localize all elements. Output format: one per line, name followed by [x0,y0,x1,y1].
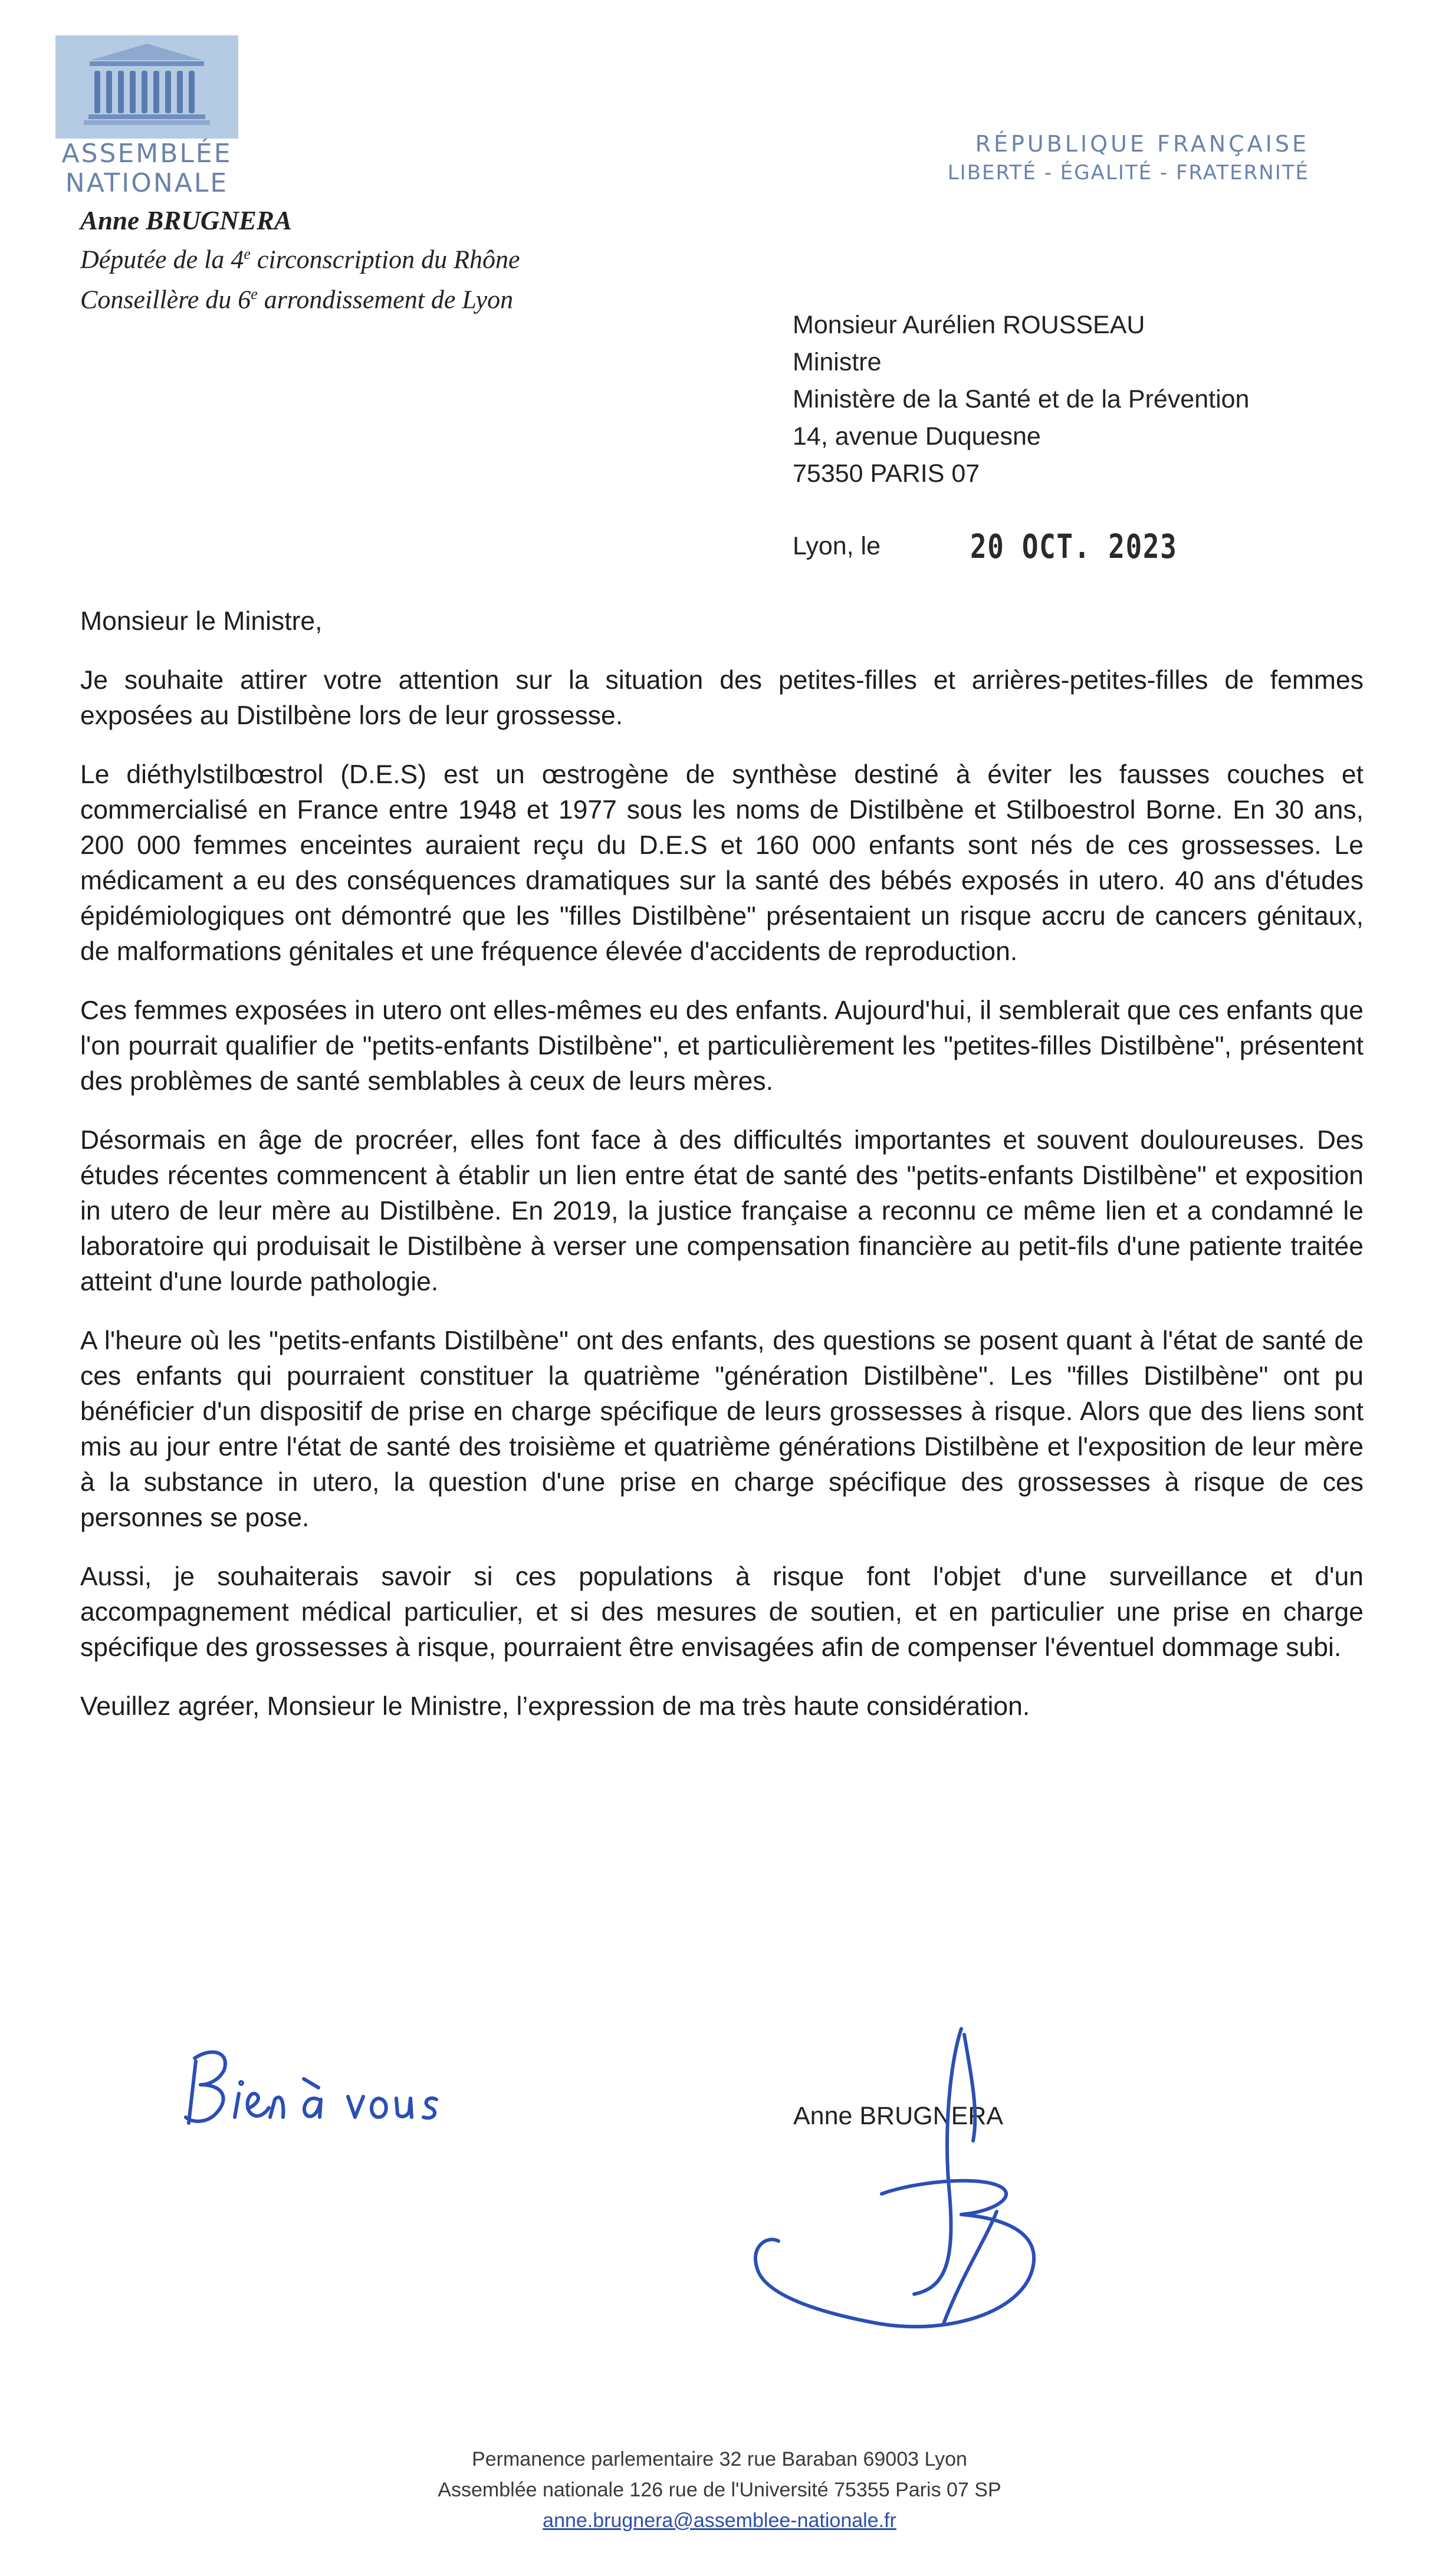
sender-title-1-prefix: Députée de la 4 [80,245,244,274]
footer-email-link[interactable]: anne.brugnera@assemblee-nationale.fr [543,2509,896,2532]
recipient-line-2: Ministre [793,348,882,376]
recipient-line-5: 75350 PARIS 07 [793,459,980,488]
hemicycle-emblem-icon [55,35,238,139]
paragraph-1: Je souhaite attirer votre attention sur la situation des petites-filles et arrières-petites-filles de femmes exposées au Distilbène lors de leur grossesse. [80,666,1364,730]
sender-title-1 [80,237,520,277]
paragraph-4: Désormais en âge de procréer, elles font face à des difficultés importantes et souvent douloureuses. Des études récentes commencent à établir un lien entre état de santé des "petits-enfants Distilbène" et exposition in utero de leur mère au Distilbène. En 2019, la justice française a reconnu ce même lien et a condamné le laboratoire qui produisait le Distilbène à verser une compensation financière au petit-fils d'une patiente traitée atteint d'une lourde pathologie. [80,1126,1364,1296]
salutation: Monsieur le Ministre, [80,607,323,636]
paragraph-5: A l'heure où les "petits-enfants Distilbène" ont des enfants, des questions se posent quant à l'état de santé de ces enfants qui pourraient constituer la quatrième "génération Distilbène". Les "filles Distilbène" ont pu bénéficier d'un dispositif de prise en charge spécifique de leurs grossesses à risque. Alors que des liens sont mis au jour entre l'état de santé des troisième et quatrième générations Distilbène et l'exposition de leur mère à la substance in utero, la question d'une prise en charge spécifique des grossesses à risque de ces personnes se pose. [80,1326,1364,1532]
date-place: Lyon, le [793,532,881,560]
republic-motto: LIBERTÉ - ÉGALITÉ - FRATERNITÉ [947,161,1309,185]
sender-name: Anne BRUGNERA [80,206,292,235]
sender-title-1-suffix: circonscription du Rhône [250,245,520,274]
sender-title-2-suffix: arrondissement de Lyon [257,285,514,314]
recipient-line-1: Monsieur Aurélien ROUSSEAU [793,311,1145,339]
republic-header [948,129,1309,186]
handwritten-note-icon [159,2035,513,2164]
footer-line-1: Permanence parlementaire 32 rue Baraban 69003 Lyon [472,2448,967,2470]
recipient-line-4: 14, avenue Duquesne [793,422,1041,451]
paragraph-2: Le diéthylstilbœstrol (D.E.S) est un œstrogène de synthèse destiné à éviter les fausses couches et commercialisé en France entre 1948 et 1977 sous les noms de Distilbène et Stilboestrol Borne. En 30 ans, 200 000 femmes enceintes auraient reçu du D.E.S et 160 000 enfants sont nés de ces grossesses. Le médicament a eu des conséquences dramatiques sur la santé des bébés exposés in utero. 40 ans d'études épidémiologiques ont démontré que les "filles Distilbène" présentaient un risque accru de cancers génitaux, de malformations génitales et une fréquence élevée d'accidents de reproduction. [80,760,1364,966]
date-stamp: 20 OCT. 2023 [970,528,1178,566]
sender-title-1-sup: e [244,245,251,262]
recipient-line-3: Ministère de la Santé et de la Prévention [793,385,1250,413]
closing-formula: Veuillez agréer, Monsieur le Ministre, l’expression de ma très haute considération. [80,1692,1030,1721]
signature-icon [666,2017,1079,2347]
logo-line-1: ASSEMBLÉE [61,139,232,169]
signer-name: Anne BRUGNERA [793,2102,1004,2130]
columns-emblem-icon [55,35,238,139]
assemblee-nationale-logo [55,35,238,198]
logo-text [55,139,238,198]
sender-title-2-prefix: Conseillère du 6 [80,285,251,314]
sender-block [80,204,520,317]
footer-line-2: Assemblée nationale 126 rue de l'Université 75355 Paris 07 SP [438,2479,1001,2501]
sender-title-2 [80,277,520,317]
paragraph-6: Aussi, je souhaiterais savoir si ces populations à risque font l'objet d'une surveillance et d'un accompagnement médical particulier, et si des mesures de soutien, et en particulier une prise en charge spécifique des grossesses à risque, pourraient être envisagées afin de compenser l'éventuel dommage subi. [80,1562,1364,1662]
sender-title-2-sup: e [251,285,258,303]
logo-line-2: NATIONALE [65,168,229,198]
recipient-address [793,307,1249,492]
footer [0,2444,1439,2536]
letter-body [80,604,1364,1748]
paragraph-3: Ces femmes exposées in utero ont elles-mêmes eu des enfants. Aujourd'hui, il semblerait que ces enfants que l'on pourrait qualifier de "petits-enfants Distilbène", et particulièrement les "petites-filles Distilbène", présentent des problèmes de santé semblables à ceux de leurs mères. [80,996,1364,1096]
republic-title: RÉPUBLIQUE FRANÇAISE [975,131,1309,157]
